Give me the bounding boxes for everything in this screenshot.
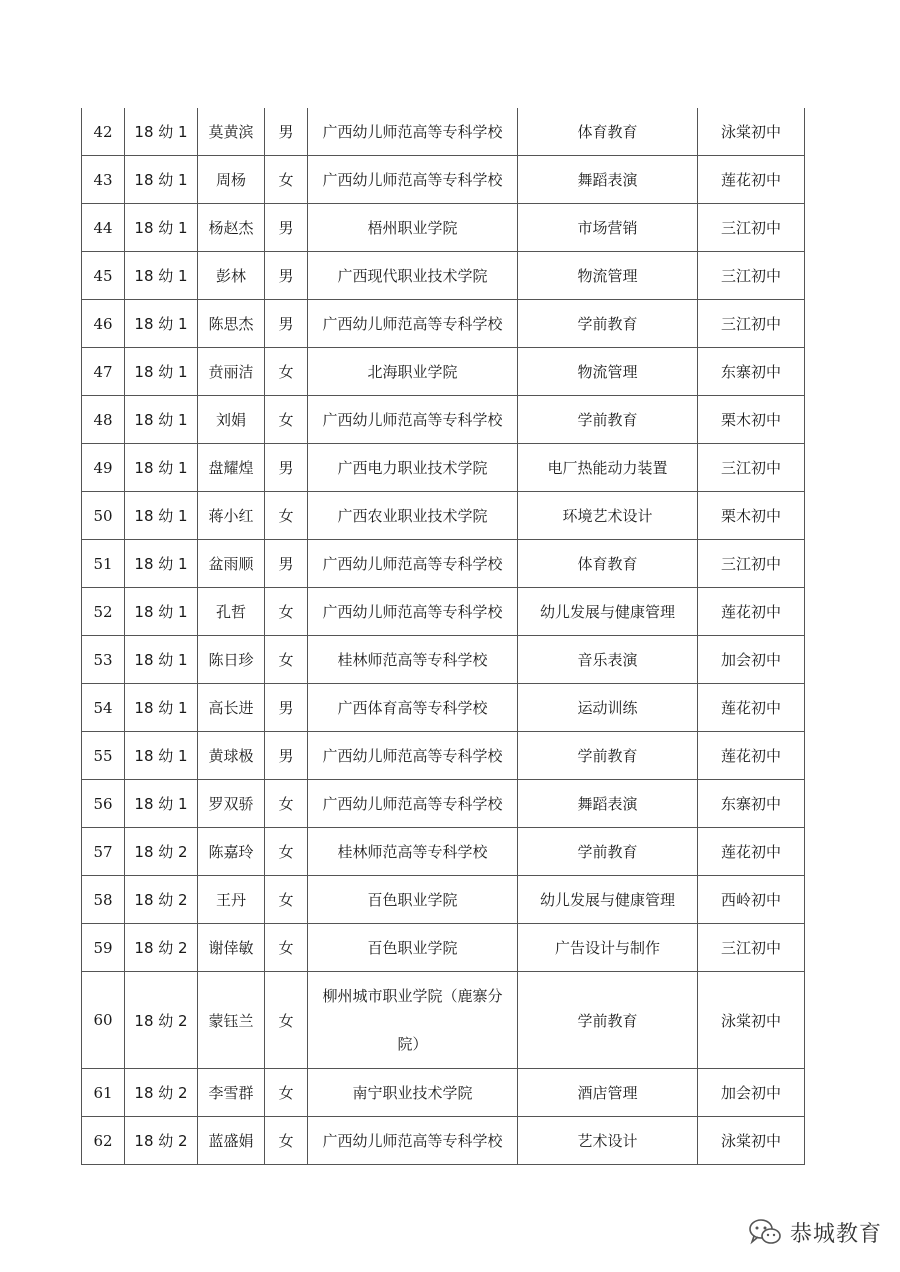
cell-gender: 女 bbox=[265, 972, 308, 1069]
cell-school: 广西幼儿师范高等专科学校 bbox=[308, 588, 518, 636]
cell-gender: 男 bbox=[265, 684, 308, 732]
cell-school: 广西幼儿师范高等专科学校 bbox=[308, 300, 518, 348]
cell-student-name: 周杨 bbox=[198, 156, 265, 204]
cell-major: 运动训练 bbox=[518, 684, 698, 732]
cell-gender: 女 bbox=[265, 348, 308, 396]
cell-major: 舞蹈表演 bbox=[518, 780, 698, 828]
cell-class: 18 幼 1 bbox=[125, 156, 198, 204]
student-roster-table bbox=[81, 108, 805, 1165]
cell-school: 广西现代职业技术学院 bbox=[308, 252, 518, 300]
cell-student-name: 王丹 bbox=[198, 876, 265, 924]
cell-class: 18 幼 1 bbox=[125, 108, 198, 156]
table-row bbox=[82, 1117, 805, 1165]
cell-student-name: 蒋小红 bbox=[198, 492, 265, 540]
cell-major: 广告设计与制作 bbox=[518, 924, 698, 972]
cell-gender: 男 bbox=[265, 732, 308, 780]
table-row bbox=[82, 1069, 805, 1117]
cell-school: 广西幼儿师范高等专科学校 bbox=[308, 780, 518, 828]
cell-number: 54 bbox=[82, 684, 125, 732]
cell-number: 49 bbox=[82, 444, 125, 492]
cell-number: 43 bbox=[82, 156, 125, 204]
cell-major: 学前教育 bbox=[518, 732, 698, 780]
cell-number: 57 bbox=[82, 828, 125, 876]
cell-school: 广西幼儿师范高等专科学校 bbox=[308, 540, 518, 588]
table-row bbox=[82, 300, 805, 348]
table-row bbox=[82, 444, 805, 492]
cell-gender: 女 bbox=[265, 924, 308, 972]
cell-number: 58 bbox=[82, 876, 125, 924]
cell-class: 18 幼 2 bbox=[125, 876, 198, 924]
cell-student-name: 罗双骄 bbox=[198, 780, 265, 828]
cell-major: 幼儿发展与健康管理 bbox=[518, 588, 698, 636]
cell-gender: 女 bbox=[265, 588, 308, 636]
cell-number: 62 bbox=[82, 1117, 125, 1165]
cell-major: 艺术设计 bbox=[518, 1117, 698, 1165]
cell-destination: 泳棠初中 bbox=[698, 108, 805, 156]
table-row bbox=[82, 924, 805, 972]
table-row bbox=[82, 540, 805, 588]
cell-number: 61 bbox=[82, 1069, 125, 1117]
wechat-icon bbox=[748, 1217, 782, 1247]
cell-major: 舞蹈表演 bbox=[518, 156, 698, 204]
cell-school: 北海职业学院 bbox=[308, 348, 518, 396]
table-row bbox=[82, 684, 805, 732]
cell-destination: 西岭初中 bbox=[698, 876, 805, 924]
cell-school: 广西幼儿师范高等专科学校 bbox=[308, 156, 518, 204]
cell-destination: 莲花初中 bbox=[698, 684, 805, 732]
cell-gender: 女 bbox=[265, 636, 308, 684]
cell-number: 45 bbox=[82, 252, 125, 300]
cell-destination: 泳棠初中 bbox=[698, 972, 805, 1069]
table-row bbox=[82, 348, 805, 396]
cell-class: 18 幼 2 bbox=[125, 828, 198, 876]
table-row bbox=[82, 972, 805, 1069]
cell-school: 百色职业学院 bbox=[308, 876, 518, 924]
cell-destination: 莲花初中 bbox=[698, 156, 805, 204]
cell-major: 酒店管理 bbox=[518, 1069, 698, 1117]
cell-student-name: 杨赵杰 bbox=[198, 204, 265, 252]
cell-major: 学前教育 bbox=[518, 828, 698, 876]
cell-class: 18 幼 1 bbox=[125, 588, 198, 636]
cell-destination: 莲花初中 bbox=[698, 732, 805, 780]
cell-class: 18 幼 1 bbox=[125, 540, 198, 588]
cell-major: 学前教育 bbox=[518, 300, 698, 348]
cell-number: 44 bbox=[82, 204, 125, 252]
cell-class: 18 幼 1 bbox=[125, 348, 198, 396]
cell-number: 56 bbox=[82, 780, 125, 828]
cell-student-name: 孔哲 bbox=[198, 588, 265, 636]
cell-number: 48 bbox=[82, 396, 125, 444]
cell-class: 18 幼 1 bbox=[125, 204, 198, 252]
cell-class: 18 幼 1 bbox=[125, 396, 198, 444]
cell-school-text: 柳州城市职业学院（鹿寨分院） bbox=[322, 987, 503, 1053]
cell-student-name: 陈日珍 bbox=[198, 636, 265, 684]
cell-major: 学前教育 bbox=[518, 396, 698, 444]
cell-number: 53 bbox=[82, 636, 125, 684]
cell-school: 南宁职业技术学院 bbox=[308, 1069, 518, 1117]
cell-major: 体育教育 bbox=[518, 108, 698, 156]
cell-number: 60 bbox=[82, 972, 125, 1069]
table-row bbox=[82, 396, 805, 444]
cell-school: 广西幼儿师范高等专科学校 bbox=[308, 108, 518, 156]
cell-number: 51 bbox=[82, 540, 125, 588]
cell-student-name: 谢倖敏 bbox=[198, 924, 265, 972]
cell-gender: 男 bbox=[265, 204, 308, 252]
cell-number: 46 bbox=[82, 300, 125, 348]
cell-class: 18 幼 2 bbox=[125, 924, 198, 972]
cell-student-name: 陈思杰 bbox=[198, 300, 265, 348]
cell-destination: 东寨初中 bbox=[698, 780, 805, 828]
table-row bbox=[82, 492, 805, 540]
table-row bbox=[82, 588, 805, 636]
cell-class: 18 幼 1 bbox=[125, 492, 198, 540]
cell-number: 47 bbox=[82, 348, 125, 396]
cell-class: 18 幼 1 bbox=[125, 252, 198, 300]
cell-school: 广西幼儿师范高等专科学校 bbox=[308, 396, 518, 444]
watermark bbox=[748, 1214, 882, 1250]
cell-gender: 女 bbox=[265, 1069, 308, 1117]
table-row bbox=[82, 828, 805, 876]
cell-school: 广西幼儿师范高等专科学校 bbox=[308, 1117, 518, 1165]
cell-school: 桂林师范高等专科学校 bbox=[308, 828, 518, 876]
cell-school: 广西体育高等专科学校 bbox=[308, 684, 518, 732]
table-row bbox=[82, 156, 805, 204]
cell-school: 广西幼儿师范高等专科学校 bbox=[308, 732, 518, 780]
cell-class: 18 幼 1 bbox=[125, 444, 198, 492]
cell-destination: 泳棠初中 bbox=[698, 1117, 805, 1165]
cell-destination: 三江初中 bbox=[698, 540, 805, 588]
cell-destination: 三江初中 bbox=[698, 204, 805, 252]
table-row bbox=[82, 876, 805, 924]
cell-class: 18 幼 1 bbox=[125, 732, 198, 780]
cell-class: 18 幼 1 bbox=[125, 300, 198, 348]
cell-destination: 加会初中 bbox=[698, 636, 805, 684]
cell-destination: 三江初中 bbox=[698, 444, 805, 492]
cell-major: 物流管理 bbox=[518, 348, 698, 396]
cell-class: 18 幼 2 bbox=[125, 972, 198, 1069]
cell-destination: 三江初中 bbox=[698, 252, 805, 300]
cell-gender: 女 bbox=[265, 492, 308, 540]
cell-gender: 女 bbox=[265, 876, 308, 924]
cell-school: 百色职业学院 bbox=[308, 924, 518, 972]
cell-class: 18 幼 1 bbox=[125, 636, 198, 684]
cell-gender: 男 bbox=[265, 252, 308, 300]
cell-gender: 女 bbox=[265, 828, 308, 876]
cell-student-name: 陈嘉玲 bbox=[198, 828, 265, 876]
cell-destination: 栗木初中 bbox=[698, 492, 805, 540]
cell-student-name: 高长进 bbox=[198, 684, 265, 732]
cell-number: 55 bbox=[82, 732, 125, 780]
table-row bbox=[82, 252, 805, 300]
cell-major: 体育教育 bbox=[518, 540, 698, 588]
cell-gender: 男 bbox=[265, 444, 308, 492]
cell-destination: 莲花初中 bbox=[698, 588, 805, 636]
cell-class: 18 幼 1 bbox=[125, 684, 198, 732]
cell-student-name: 李雪群 bbox=[198, 1069, 265, 1117]
cell-destination: 加会初中 bbox=[698, 1069, 805, 1117]
cell-gender: 男 bbox=[265, 108, 308, 156]
cell-student-name: 蒙钰兰 bbox=[198, 972, 265, 1069]
cell-class: 18 幼 2 bbox=[125, 1069, 198, 1117]
cell-number: 59 bbox=[82, 924, 125, 972]
table-row bbox=[82, 732, 805, 780]
cell-major: 电厂热能动力装置 bbox=[518, 444, 698, 492]
cell-destination: 莲花初中 bbox=[698, 828, 805, 876]
cell-student-name: 贲丽洁 bbox=[198, 348, 265, 396]
cell-student-name: 盆雨顺 bbox=[198, 540, 265, 588]
cell-major: 幼儿发展与健康管理 bbox=[518, 876, 698, 924]
cell-student-name: 刘娟 bbox=[198, 396, 265, 444]
cell-major: 物流管理 bbox=[518, 252, 698, 300]
cell-school bbox=[308, 972, 518, 1069]
cell-school: 广西电力职业技术学院 bbox=[308, 444, 518, 492]
cell-school: 梧州职业学院 bbox=[308, 204, 518, 252]
cell-student-name: 黄球极 bbox=[198, 732, 265, 780]
table-row bbox=[82, 204, 805, 252]
cell-major: 环境艺术设计 bbox=[518, 492, 698, 540]
cell-destination: 三江初中 bbox=[698, 924, 805, 972]
table-row bbox=[82, 780, 805, 828]
cell-destination: 栗木初中 bbox=[698, 396, 805, 444]
table-row bbox=[82, 636, 805, 684]
cell-gender: 男 bbox=[265, 540, 308, 588]
roster-body bbox=[82, 108, 805, 1165]
watermark-text: 恭城教育 bbox=[790, 1221, 883, 1247]
cell-student-name: 彭林 bbox=[198, 252, 265, 300]
cell-major: 市场营销 bbox=[518, 204, 698, 252]
cell-major: 音乐表演 bbox=[518, 636, 698, 684]
cell-major: 学前教育 bbox=[518, 972, 698, 1069]
cell-gender: 女 bbox=[265, 396, 308, 444]
cell-gender: 女 bbox=[265, 1117, 308, 1165]
cell-student-name: 莫黄滨 bbox=[198, 108, 265, 156]
cell-destination: 东寨初中 bbox=[698, 348, 805, 396]
cell-number: 42 bbox=[82, 108, 125, 156]
cell-student-name: 蓝盛娟 bbox=[198, 1117, 265, 1165]
cell-destination: 三江初中 bbox=[698, 300, 805, 348]
cell-class: 18 幼 2 bbox=[125, 1117, 198, 1165]
cell-student-name: 盘耀煌 bbox=[198, 444, 265, 492]
cell-gender: 女 bbox=[265, 156, 308, 204]
cell-gender: 女 bbox=[265, 780, 308, 828]
cell-school: 桂林师范高等专科学校 bbox=[308, 636, 518, 684]
table-row bbox=[82, 108, 805, 156]
cell-number: 50 bbox=[82, 492, 125, 540]
cell-gender: 男 bbox=[265, 300, 308, 348]
cell-class: 18 幼 1 bbox=[125, 780, 198, 828]
cell-number: 52 bbox=[82, 588, 125, 636]
cell-school: 广西农业职业技术学院 bbox=[308, 492, 518, 540]
